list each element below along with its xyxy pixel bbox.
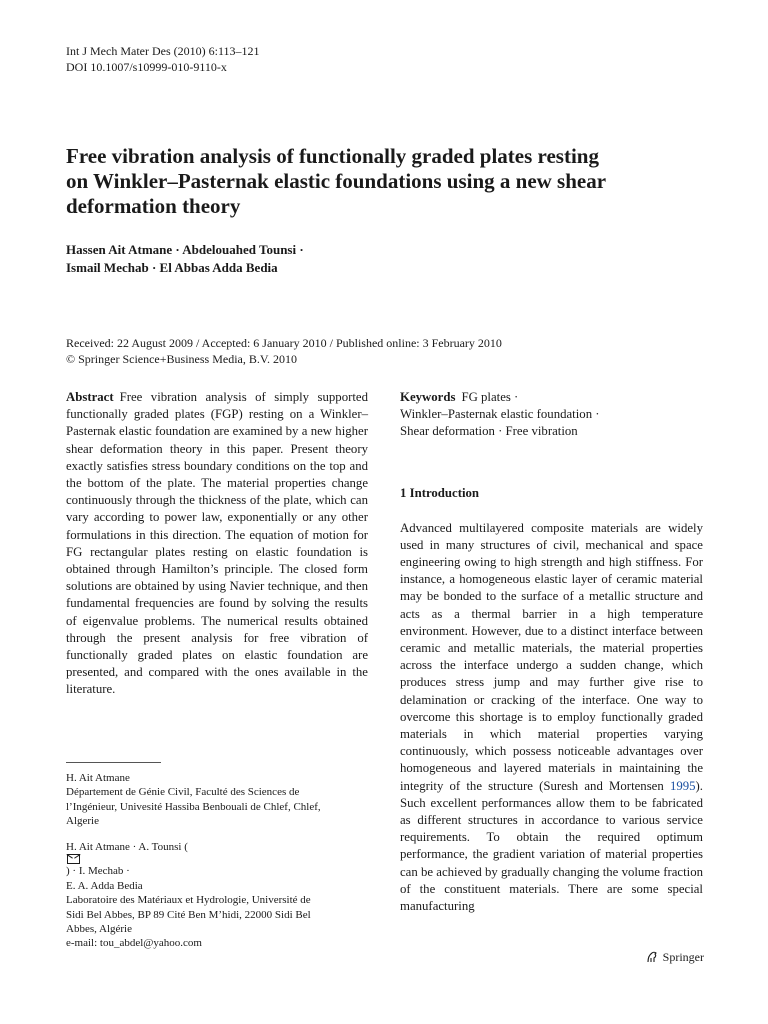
intro-text-part: ). Such excellent performances allow them to be fabricated as different structures in accordance to various service requirements. To obtain the required optimum performance, the gradient variation of material properties can be achieved by gradually changing the volume fraction of the constituent materials. There are some special manufacturing (400, 778, 703, 914)
affiliation-line: E. A. Adda Bedia (66, 879, 143, 892)
keywords (400, 389, 703, 441)
springer-horse-icon (645, 950, 659, 964)
author-list (66, 241, 304, 277)
author-line: Ismail Mechab · El Abbas Adda Bedia (66, 260, 278, 275)
affiliation-line: Laboratoire des Matériaux et Hydrologie, Université de (66, 894, 311, 907)
affiliation-text: H. Ait Atmane · A. Tounsi ( (66, 841, 188, 853)
publication-dates (66, 335, 502, 367)
affiliation-line: H. Ait Atmane (66, 772, 130, 784)
right-column (400, 389, 703, 915)
journal-header (66, 43, 260, 75)
title-line: deformation theory (66, 194, 241, 218)
keyword-item: Shear deformation · Free vibration (400, 424, 578, 439)
affiliation-line: Département de Génie Civil, Faculté des Sciences de (66, 786, 300, 799)
date-history: Received: 22 August 2009 / Accepted: 6 January 2010 / Published online: 3 February 2010 (66, 336, 502, 350)
doi: DOI 10.1007/s10999-010-9110-x (66, 60, 227, 74)
affiliation-2 (66, 840, 368, 951)
journal-citation: Int J Mech Mater Des (2010) 6:113–121 (66, 44, 260, 58)
keywords-heading: Keywords (400, 390, 456, 404)
publisher-name: Springer (662, 950, 704, 964)
introduction-paragraph (400, 520, 703, 916)
affiliation-line: l’Ingénieur, Univesité Hassiba Benbouali de Chlef, Chlef, (66, 800, 321, 813)
envelope-icon (67, 854, 80, 864)
intro-text-part: Advanced multilayered composite materials are widely used in many structures of civil, mechanical and space engineering owing to high strength and high stiffness. For instance, a homogeneous elastic layer of ceramic material may be bonded to the surface of a metallic structure and acts as a thermal barrier in a high temperature environment. However, due to a distinct interface between ceramic and metallic materials, the material properties across the interface undergo a sudden change, which produces stress jump and may further give rise to delamination or cracking of the interface. One way to overcome this shortage is to employ functionally graded materials in which material properties varying continuously, which possess noticeable advantages over homogeneous and layered materials in maintaining the integrity of the structure (Suresh and Mortensen (400, 520, 703, 793)
affiliation-1 (66, 771, 368, 829)
keyword-item: Winkler–Pasternak elastic foundation · (400, 407, 600, 422)
footnote-divider (66, 762, 161, 763)
paper-title (66, 144, 706, 219)
keywords-line (400, 389, 703, 406)
affiliation-text: ) · I. Mechab · (66, 865, 130, 878)
abstract (66, 389, 368, 699)
title-line: Free vibration analysis of functionally graded plates resting (66, 144, 599, 168)
affiliation-line (66, 840, 368, 879)
section-heading-introduction: 1 Introduction (400, 485, 480, 500)
author-line: Hassen Ait Atmane · Abdelouahed Tounsi · (66, 242, 304, 257)
abstract-heading: Abstract (66, 390, 114, 404)
keyword-item: FG plates · (461, 390, 519, 404)
affiliation-line: Sidi Bel Abbes, BP 89 Cité Ben M’hidi, 22000 Sidi Bel (66, 908, 311, 921)
left-column (66, 389, 368, 699)
affiliation-line: Algerie (66, 815, 99, 828)
email[interactable]: e-mail: tou_abdel@yahoo.com (66, 937, 202, 950)
publisher-footer (645, 949, 704, 965)
abstract-text: Free vibration analysis of simply supported functionally graded plates (FGP) resting on a Winkler–Pasternak elastic foundation are examined by a new higher shear deformation theory in this paper. Present theory exactly satisfies stress boundary conditions on the top and the bottom of the plate. The material properties change continuously through the thickness of the plate, which can vary according to power law, exponentially or any other formulations in this direction. The equation of motion for FG rectangular plates resting on elastic foundation is obtained through Hamilton’s principle. The closed form solutions are obtained by using Navier technique, and then fundamental frequencies are found by solving the results of eigenvalue problems. The numerical results obtained through the present analysis for free vibration of functionally graded plates on elastic foundation are presented, and compared with the ones available in the literature. (66, 390, 368, 697)
citation-link[interactable]: 1995 (669, 778, 696, 793)
affiliation-line: Abbes, Algérie (66, 923, 132, 936)
title-line: on Winkler–Pasternak elastic foundations using a new shear (66, 169, 607, 193)
copyright: © Springer Science+Business Media, B.V. 2010 (66, 352, 297, 366)
